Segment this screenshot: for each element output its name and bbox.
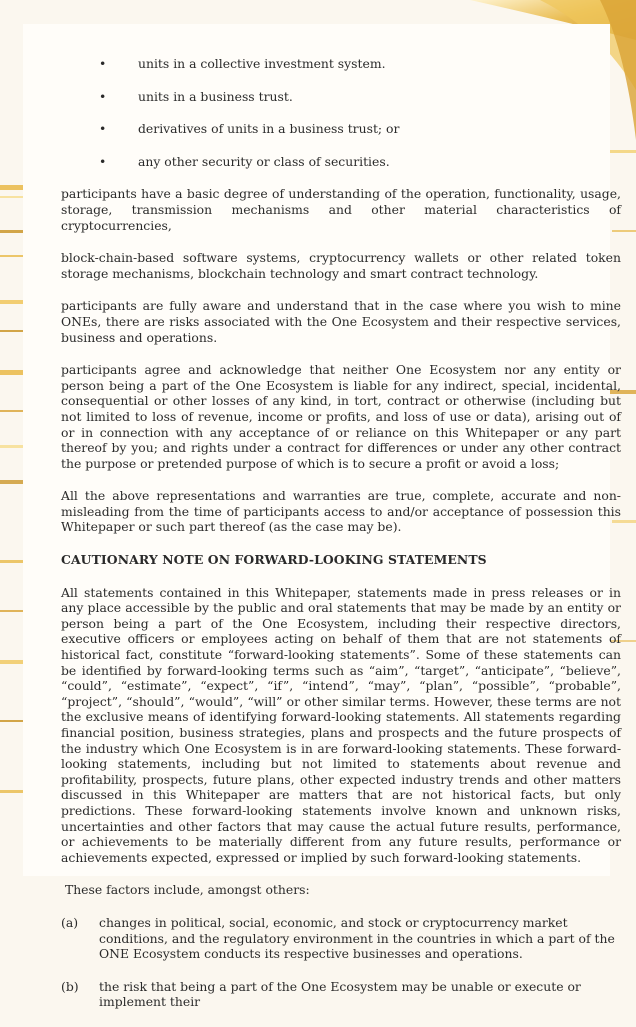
factor-item: [61, 915, 621, 962]
bullet-item: [61, 154, 621, 170]
document-page: [23, 24, 621, 1010]
factor-letter: (b): [61, 978, 79, 994]
document-body: [61, 56, 621, 1027]
bullet-text: any other security or class of securities.: [138, 153, 390, 169]
paragraph-software-systems: block-chain-based software systems, cryptocurrency wallets or other related token storage mechanisms, blockchain technology and smart contract technology.: [61, 250, 621, 281]
factor-text: changes in political, social, economic, and stock or cryptocurrency market conditions, and the regulatory environment in the countries in which a part of the ONE Ecosystem conducts its respective businesses and operations.: [99, 914, 615, 962]
factors-intro: These factors include, amongst others:: [61, 882, 310, 898]
paragraph-understanding: participants have a basic degree of understanding of the operation, functionality, usage, storage, transmission mechanisms and other material characteristics of cryptocurrencies,: [61, 186, 621, 233]
bullet-item: [61, 89, 621, 105]
paragraph-liability: participants agree and acknowledge that neither One Ecosystem nor any entity or person being a part of the One Ecosystem is liable for any indirect, special, incidental, consequential or other losses of any kind, in tort, contract or otherwise (including but not limited to loss of revenue, income or profits, and loss of use or data), arising out of or in connection with any acceptance of or reliance on this Whitepaper or any part thereof by you; and rights under a contract for differences or under any other contract the purpose or pretended purpose of which is to secure a profit or avoid a loss;: [61, 362, 621, 471]
bullet-text: units in a business trust.: [138, 88, 293, 104]
bullet-icon: •: [99, 153, 107, 169]
paragraph-risks: participants are fully aware and understand that in the case where you wish to mine ONEs, there are risks associated with the One Ecosystem and their respective services, business and operations.: [61, 298, 621, 345]
bullet-item: [61, 121, 621, 137]
factor-letter: (a): [61, 914, 79, 930]
bullet-list: [61, 56, 621, 169]
bullet-icon: •: [99, 88, 107, 104]
factor-text: the risk that being a part of the One Ecosystem may be unable or execute or implement their: [99, 978, 581, 1010]
bullet-item: [61, 56, 621, 72]
bullet-icon: •: [99, 56, 107, 71]
paragraph-warranties: All the above representations and warranties are true, complete, accurate and non- misleading from the time of participants access to and/or acceptance of possession this Whitepaper or such part thereof (as the case may be).: [61, 488, 621, 535]
paragraph-forward-looking: All statements contained in this Whitepaper, statements made in press releases or in any place accessible by the public and oral statements that may be made by an entity or person being a part of the One Ecosystem, including their respective directors, executive officers or employees acting on behalf of them that are not statements of historical fact, constitute “forward-looking statements”. Some of these statements can be identified by forward-looking terms such as “aim”, “target”, “anticipate”, “believe”, “could”, “estimate”, “expect”, “if”, “intend”, “may”, “plan”, “possible”, “probable”, “project”, “should”, “would”, “will” or other similar terms. However, these terms are not the exclusive means of identifying forward-looking statements. All statements regarding financial position, business strategies, plans and prospects and the future prospects of the industry which One Ecosystem is in are forward-looking statements. These forward-looking statements, including but not limited to statements about revenue and profitability, prospects, future plans, other expected industry trends and other matters discussed in this Whitepaper are matters that are not historical facts, but only predictions. These forward-looking statements involve known and unknown risks, uncertainties and other factors that may cause the actual future results, performance, or achievements to be materially different from any future results, performance or achievements expected, expressed or implied by such forward-looking statements.: [61, 584, 621, 865]
factor-item: [61, 979, 621, 1010]
bullet-text: derivatives of units in a business trust; or: [138, 121, 400, 137]
bullet-text: units in a collective investment system.: [138, 56, 386, 71]
bullet-icon: •: [99, 121, 107, 137]
section-heading: CAUTIONARY NOTE ON FORWARD-LOOKING STATEMENTS: [61, 552, 487, 568]
